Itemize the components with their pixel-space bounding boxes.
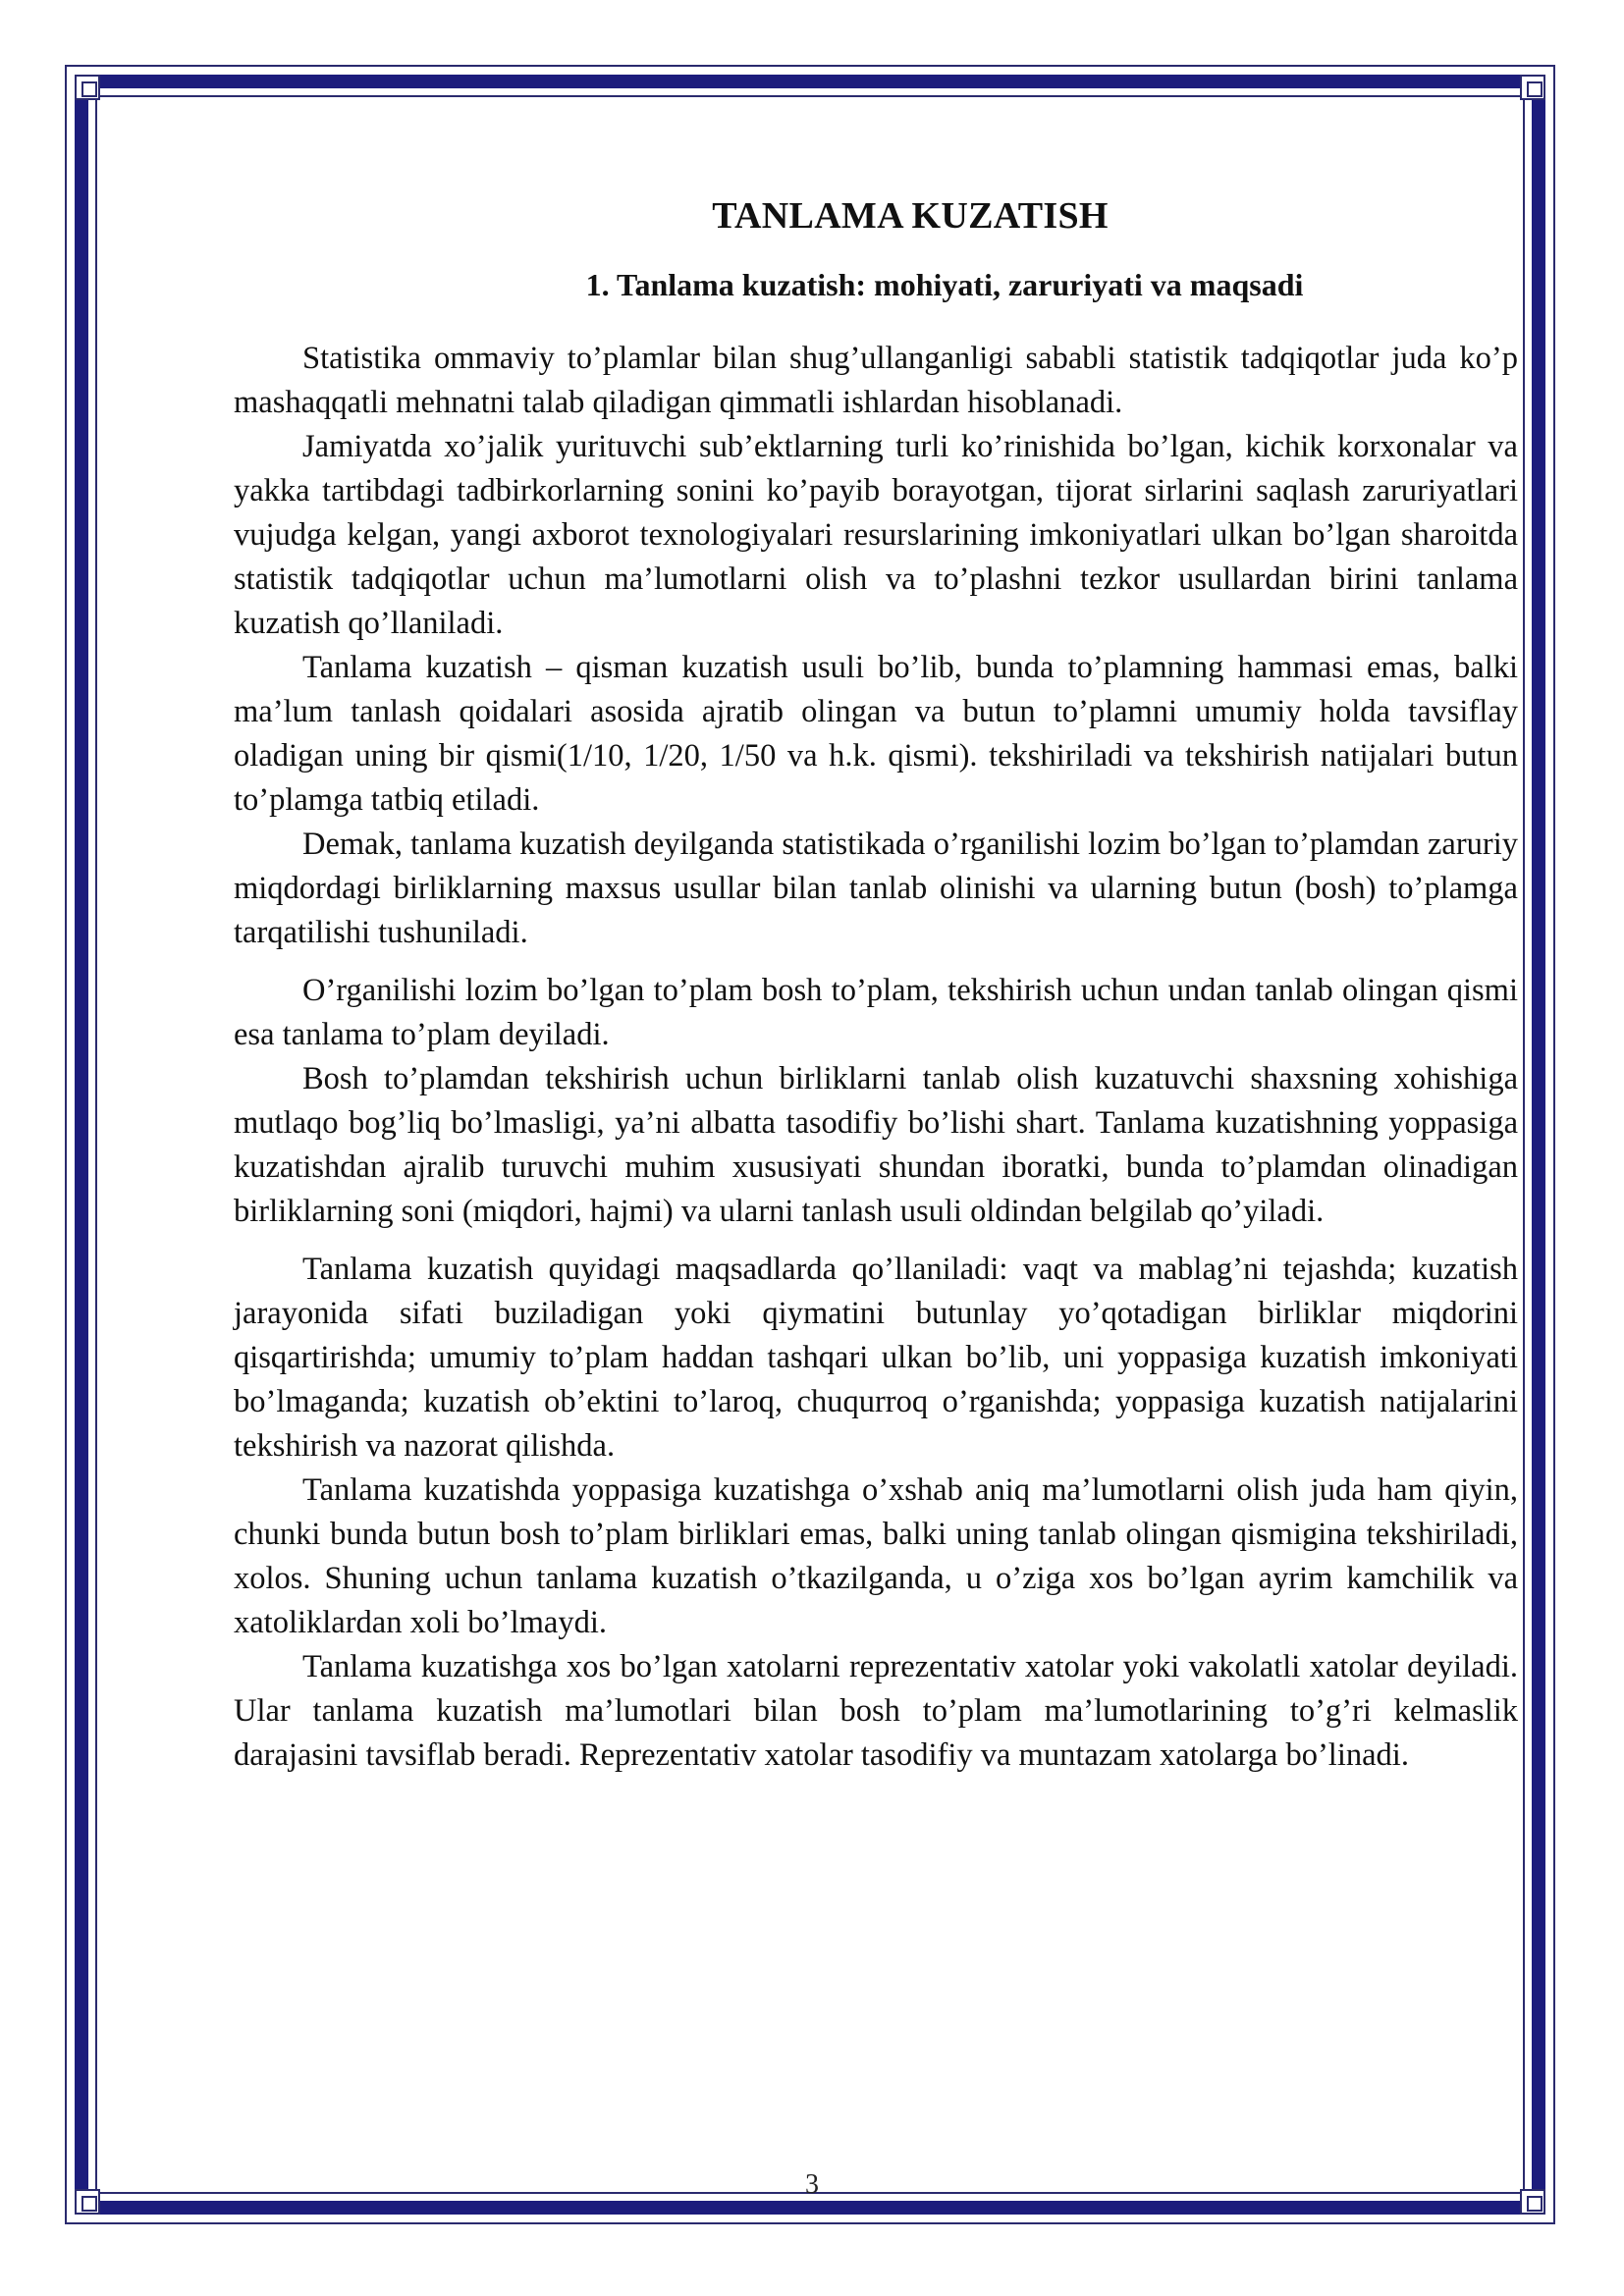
- paragraph: Tanlama kuzatish – qisman kuzatish usuli bo’lib, bunda to’plamning hammasi emas, balki ma’lum tanlash qoidalari asosida ajratib olingan va butun to’plamni umumiy holda tavsiflay oladigan uning bir qismi(1/10, 1/20, 1/50 va h.k. qismi). tekshiriladi va tekshirish natijalari butun to’plamga tatbiq etiladi.: [234, 650, 1518, 818]
- paragraph: O’rganilishi lozim bo’lgan to’plam bosh to’plam, tekshirish uchun undan tanlab olingan qismi esa tanlama to’plam deyiladi.: [234, 973, 1518, 1052]
- document-title: TANLAMA KUZATISH: [712, 195, 1109, 237]
- paragraph: Bosh to’plamdan tekshirish uchun birliklarni tanlab olish kuzatuvchi shaxsning xohishiga mutlaqo bog’liq bo’lmasligi, ya’ni albatta tasodifiy bo’lishi shart. Tanlama kuzatishning yoppasiga kuzatishdan ajralib turuvchi muhim xususiyati shundan iboratki, bunda to’plamdan olinadigan birliklarning soni (miqdori, hajmi) va ularni tanlash usuli oldindan belgilab qo’yiladi.: [234, 1061, 1518, 1229]
- frame-corner-ornament: [75, 75, 100, 100]
- section-heading: 1. Tanlama kuzatish: mohiyati, zaruriyati va maqsadi: [585, 267, 1304, 302]
- paragraph: Jamiyatda xo’jalik yurituvchi sub’ektlarning turli ko’rinishida bo’lgan, kichik korxonalar va yakka tartibdagi tadbirkorlarning sonini ko’payib borayotgan, tijorat sirlarini saqlash zaruriyatlari vujudga kelgan, yangi axborot texnologiyalari resurslarining imkoniyatlari ulkan bo’lgan sharoitda statistik tadqiqotlar uchun ma’lumotlarni olish va to’plashni tezkor usullardan birini tanlama kuzatish qo’llaniladi.: [234, 429, 1518, 641]
- paragraph: Demak, tanlama kuzatish deyilganda statistikada o’rganilishi lozim bo’lgan to’plamdan zaruriy miqdordagi birliklarning maxsus usullar bilan tanlab olinishi va ularning butun (bosh) to’plamga tarqatilishi tushuniladi.: [234, 827, 1518, 950]
- page-number: 3: [805, 2169, 819, 2200]
- paragraph: Statistika ommaviy to’plamlar bilan shug’ullanganligi sababli statistik tadqiqotlar juda ko’p mashaqqatli mehnatni talab qiladigan qimmatli ishlardan hisoblanadi.: [234, 341, 1518, 420]
- paragraph: Tanlama kuzatish quyidagi maqsadlarda qo’llaniladi: vaqt va mablag’ni tejashda; kuzatish jarayonida sifati buziladigan yoki qiymatini butunlay yo’qotadigan birliklar miqdorini qisqartirishda; umumiy to’plam haddan tashqari ulkan bo’lib, uni yoppasiga kuzatish imkoniyati bo’lmaganda; kuzatish ob’ektini to’laroq, chuqurroq o’rganishda; yoppasiga kuzatish natijalarini tekshirish va nazorat qilishda.: [234, 1252, 1518, 1464]
- page-content: [234, 194, 1518, 1778]
- paragraph: Tanlama kuzatishga xos bo’lgan xatolarni reprezentativ xatolar yoki vakolatli xatolar deyiladi. Ular tanlama kuzatish ma’lumotlari bilan bosh to’plam ma’lumotlarining to’g’ri kelmaslik darajasini tavsiflab beradi. Reprezentativ xatolar tasodifiy va muntazam xatolarga bo’linadi.: [234, 1649, 1518, 1773]
- frame-corner-ornament: [1520, 75, 1545, 100]
- paragraph: Tanlama kuzatishda yoppasiga kuzatishga o’xshab aniq ma’lumotlarni olish juda ham qiyin, chunki bunda butun bosh to’plam birliklari emas, balki uning tanlab olingan qismigina tekshiriladi, xolos. Shuning uchun tanlama kuzatish o’tkazilganda, u o’ziga xos bo’lgan ayrim kamchilik va xatoliklardan xoli bo’lmaydi.: [234, 1472, 1518, 1640]
